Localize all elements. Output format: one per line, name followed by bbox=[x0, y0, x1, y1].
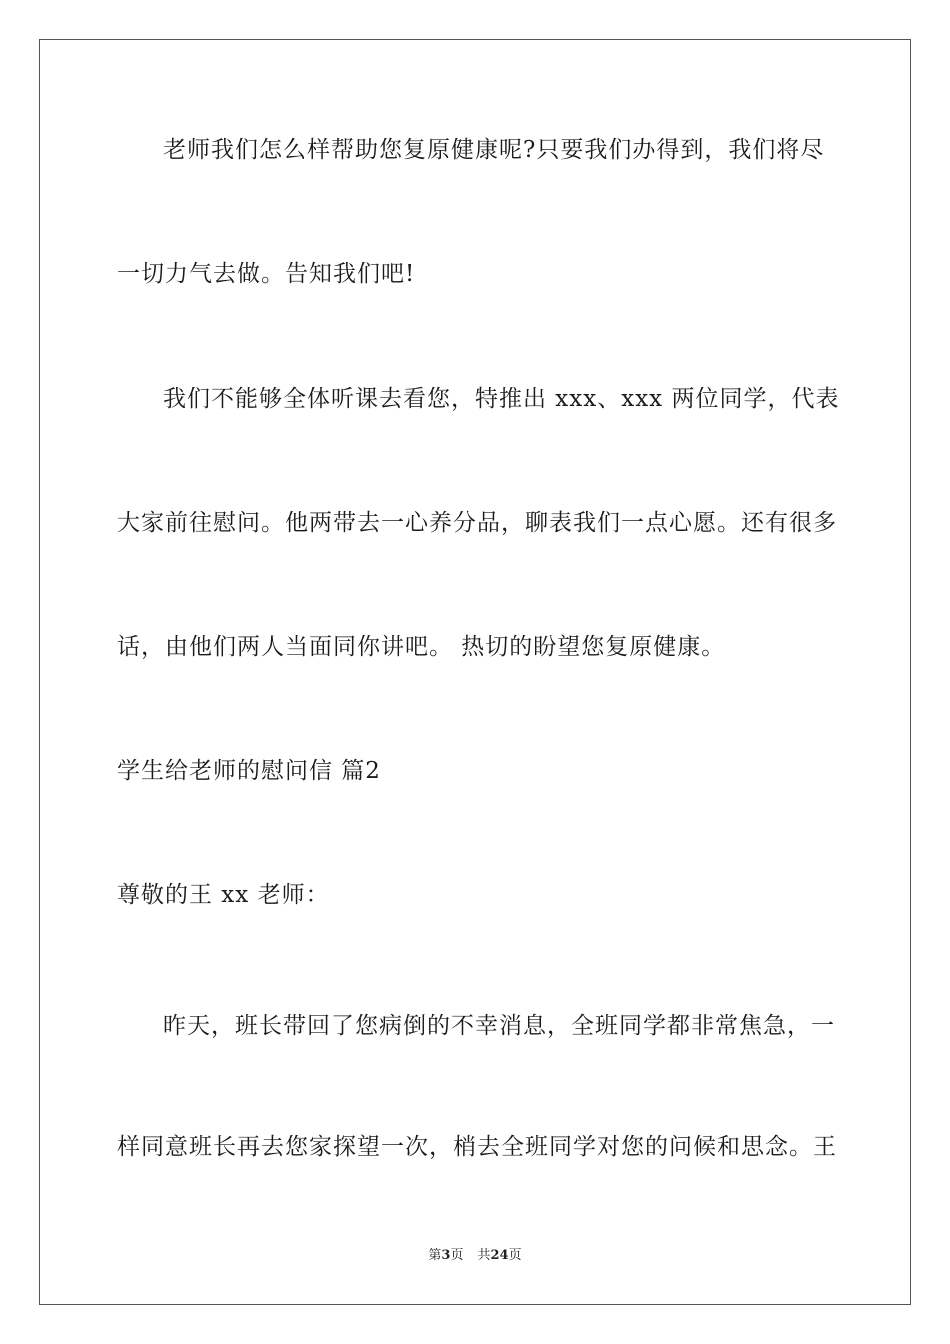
paragraph-line-7: 样同意班长再去您家探望一次，梢去全班同学对您的问候和思念。王 bbox=[117, 1134, 837, 1160]
footer-total-suffix: 页 bbox=[508, 1248, 522, 1263]
paragraph-line-5: 话，由他们两人当面同你讲吧。 热切的盼望您复原健康。 bbox=[117, 634, 726, 660]
footer-page-number: 3 bbox=[441, 1248, 451, 1263]
salutation: 尊敬的王 xx 老师： bbox=[117, 882, 330, 908]
footer-total-prefix: 共 bbox=[477, 1248, 491, 1263]
page-border bbox=[39, 39, 911, 1305]
paragraph-line-4: 大家前往慰问。他两带去一心养分品，聊表我们一点心愿。还有很多 bbox=[117, 510, 837, 536]
footer-page-prefix: 第 bbox=[428, 1248, 442, 1263]
paragraph-line-6: 昨天，班长带回了您病倒的不幸消息，全班同学都非常焦急，一 bbox=[163, 1013, 835, 1039]
footer-total-pages: 24 bbox=[490, 1248, 509, 1263]
page-footer bbox=[0, 1248, 950, 1264]
paragraph-line-3: 我们不能够全体听课去看您，特推出 xxx、xxx 两位同学，代表 bbox=[163, 386, 840, 412]
paragraph-line-1: 老师我们怎么样帮助您复原健康呢?只要我们办得到，我们将尽 bbox=[163, 137, 825, 163]
section-heading: 学生给老师的慰问信 篇2 bbox=[117, 758, 381, 784]
paragraph-line-2: 一切力气去做。告知我们吧! bbox=[117, 261, 416, 287]
footer-page-suffix: 页 bbox=[450, 1248, 464, 1263]
